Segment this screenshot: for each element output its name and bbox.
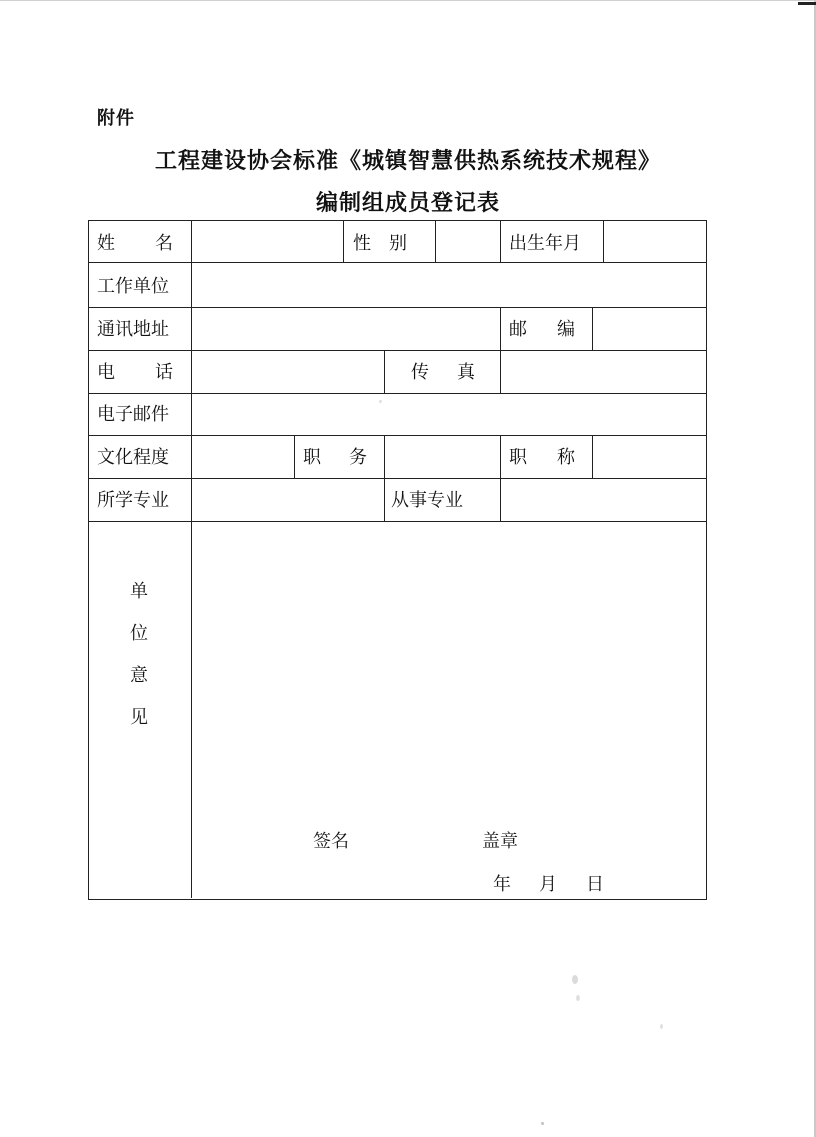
birth-label: 出生年月 xyxy=(509,233,581,254)
scan-speck xyxy=(660,1024,663,1029)
title-label: 职 称 xyxy=(509,447,575,468)
address-label: 通讯地址 xyxy=(97,319,169,340)
education-field[interactable] xyxy=(192,436,294,478)
date-day-label: 日 xyxy=(586,874,604,895)
attachment-label: 附件 xyxy=(97,108,135,129)
scan-speck xyxy=(576,995,580,1001)
postcode-field[interactable] xyxy=(593,308,705,350)
name-label: 姓 名 xyxy=(97,233,173,254)
registration-form xyxy=(88,220,707,900)
document-subtitle: 编制组成员登记表 xyxy=(315,191,500,216)
education-label: 文化程度 xyxy=(97,447,169,468)
column-divider xyxy=(294,435,295,478)
opinion-field[interactable] xyxy=(192,522,705,898)
scan-speck xyxy=(379,400,382,403)
opinion-label: 单 位 意 见 xyxy=(130,581,148,728)
column-divider xyxy=(384,350,385,393)
scan-speck xyxy=(572,975,578,984)
date-month-label: 月 xyxy=(539,874,557,895)
name-field[interactable] xyxy=(192,221,343,262)
scan-speck xyxy=(541,1122,544,1125)
corner-mark xyxy=(798,2,816,5)
workplace-field[interactable] xyxy=(192,263,705,307)
position-field[interactable] xyxy=(385,436,500,478)
address-field[interactable] xyxy=(192,308,500,350)
position-label: 职 务 xyxy=(303,447,367,468)
email-field[interactable] xyxy=(192,394,705,435)
gender-label: 性 别 xyxy=(353,233,407,254)
field-label: 从事专业 xyxy=(391,490,463,511)
stamp-label: 盖章 xyxy=(482,831,518,852)
signature-label: 签名 xyxy=(313,831,349,852)
major-label: 所学专业 xyxy=(97,490,169,511)
page-edge xyxy=(0,0,816,1)
email-label: 电子邮件 xyxy=(97,404,169,425)
fax-label: 传 真 xyxy=(411,362,475,383)
workplace-label: 工作单位 xyxy=(97,276,169,297)
column-divider xyxy=(343,221,344,262)
field-field[interactable] xyxy=(501,479,705,521)
phone-label: 电 话 xyxy=(97,362,173,383)
title-field[interactable] xyxy=(593,436,705,478)
gender-field[interactable] xyxy=(436,221,500,262)
column-divider xyxy=(500,307,501,350)
column-divider xyxy=(500,221,501,262)
fax-field[interactable] xyxy=(501,351,705,393)
date-year-label: 年 xyxy=(493,874,511,895)
document-title: 工程建设协会标准《城镇智慧供热系统技术规程》 xyxy=(154,149,661,174)
major-field[interactable] xyxy=(192,479,384,521)
column-divider xyxy=(500,435,501,478)
phone-field[interactable] xyxy=(192,351,384,393)
column-divider xyxy=(384,478,385,521)
postcode-label: 邮 编 xyxy=(509,319,575,340)
birth-field[interactable] xyxy=(604,221,705,262)
